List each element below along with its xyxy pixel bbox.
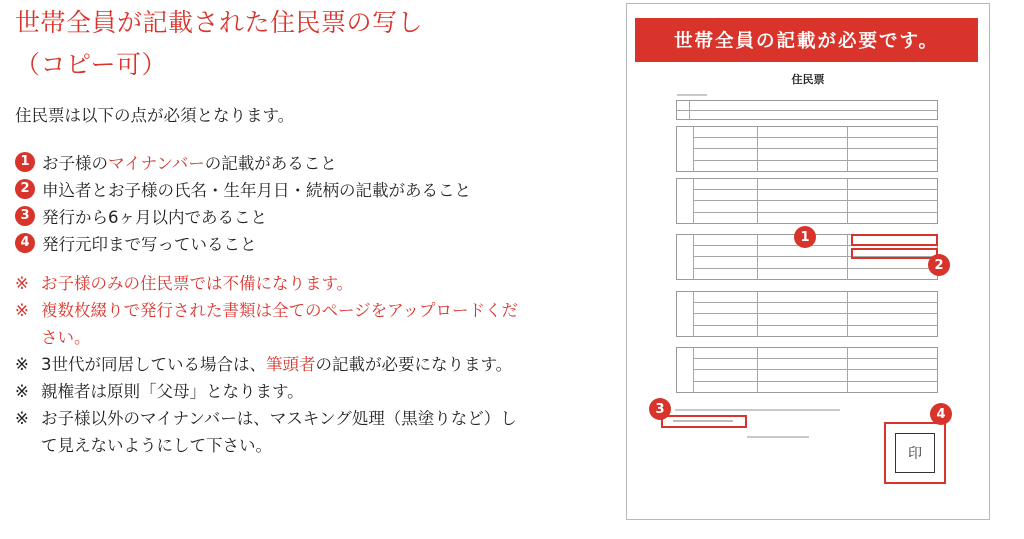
table-rule xyxy=(757,178,758,224)
requirement-pre: お子様の xyxy=(42,153,108,173)
note-mark: ※ xyxy=(15,301,29,320)
person-block xyxy=(676,178,938,224)
table-rule xyxy=(847,291,848,337)
number-4-icon: 4 xyxy=(15,233,35,253)
page-title xyxy=(15,2,575,86)
note-mark: ※ xyxy=(15,274,29,293)
notes-list xyxy=(15,270,575,459)
note-mark: ※ xyxy=(15,409,29,428)
requirement-item xyxy=(15,229,575,256)
table-rule xyxy=(693,313,938,314)
note-mark: ※ xyxy=(15,355,29,374)
table-rule xyxy=(757,347,758,393)
requirement-text: 発行から6ヶ月以内であること xyxy=(42,207,267,227)
note-text xyxy=(41,351,531,378)
requirement-text: 申込者とお子様の氏名・生年月日・続柄の記載があること xyxy=(42,180,471,200)
document-banner: 世帯全員の記載が必要です。 xyxy=(635,18,978,62)
note-text: 親権者は原則「父母」となります。 xyxy=(41,382,304,401)
requirement-text xyxy=(42,150,337,174)
note-highlight: 筆頭者 xyxy=(266,355,316,374)
badge-1-icon: 1 xyxy=(794,226,816,248)
table-rule xyxy=(757,234,758,280)
note-item xyxy=(15,405,575,459)
title-line-2: （コピー可） xyxy=(15,50,168,79)
number-2-icon: 2 xyxy=(15,179,35,199)
requirement-item xyxy=(15,175,575,202)
note-text: お子様のみの住民票では不備になります。 xyxy=(41,274,354,293)
intro-text: 住民票は以下の点が必須となります。 xyxy=(15,106,295,125)
table-rule xyxy=(847,126,848,172)
table-rule xyxy=(847,234,848,280)
badge-4-icon: 4 xyxy=(930,403,952,425)
note-mark: ※ xyxy=(15,382,29,401)
table-rule xyxy=(693,178,694,224)
table-rule xyxy=(693,212,938,213)
table-rule xyxy=(693,347,694,393)
header-text-line xyxy=(677,94,707,96)
seal-stamp: 印 xyxy=(895,433,935,473)
instructions-panel xyxy=(15,0,575,459)
table-rule xyxy=(693,160,938,161)
person-block xyxy=(676,291,938,337)
note-pre: 3世代が同居している場合は、 xyxy=(41,355,266,374)
badge-3-icon: 3 xyxy=(649,398,671,420)
note-item xyxy=(15,351,575,378)
table-rule xyxy=(676,110,938,111)
sample-resident-record xyxy=(626,3,990,520)
badge-2-icon: 2 xyxy=(928,254,950,276)
table-rule xyxy=(847,347,848,393)
table-rule xyxy=(757,126,758,172)
table-rule xyxy=(693,200,938,201)
note-text: 複数枚綴りで発行された書類は全てのページをアップロードください。 xyxy=(41,301,519,347)
requirement-highlight: マイナンバー xyxy=(108,153,205,173)
requirement-post: の記載があること xyxy=(204,153,337,173)
table-rule xyxy=(757,291,758,337)
table-rule xyxy=(693,189,938,190)
issue-date-line xyxy=(673,420,733,422)
document-title: 住民票 xyxy=(791,73,825,86)
table-rule xyxy=(693,268,938,269)
note-item xyxy=(15,297,575,351)
table-rule xyxy=(693,137,938,138)
requirements-list xyxy=(15,148,575,256)
person-block xyxy=(676,347,938,393)
title-line-1: 世帯全員が記載された住民票の写し xyxy=(15,8,424,37)
note-item xyxy=(15,270,575,297)
table-rule xyxy=(693,126,694,172)
number-3-icon: 3 xyxy=(15,206,35,226)
table-rule xyxy=(693,302,938,303)
table-rule xyxy=(693,369,938,370)
table-rule xyxy=(693,381,938,382)
table-rule xyxy=(693,234,694,280)
note-post: の記載が必要になります。 xyxy=(315,355,513,374)
requirement-text: 発行元印まで写っていること xyxy=(42,234,257,254)
requirement-item xyxy=(15,202,575,229)
table-rule xyxy=(693,325,938,326)
relationship-highlight xyxy=(851,248,938,259)
table-rule xyxy=(689,100,690,120)
certification-text-line xyxy=(675,409,840,411)
note-item xyxy=(15,378,575,405)
table-rule xyxy=(847,178,848,224)
note-text: お子様以外のマイナンバーは、マスキング処理（黒塗りなど）して見えないようにして下さい。 xyxy=(41,409,517,455)
person-block xyxy=(676,126,938,172)
table-rule xyxy=(693,148,938,149)
requirement-item xyxy=(15,148,575,175)
issuer-text-line xyxy=(747,436,809,438)
table-rule xyxy=(693,358,938,359)
table-rule xyxy=(693,291,694,337)
mynumber-highlight xyxy=(851,234,938,246)
number-1-icon: 1 xyxy=(15,152,35,172)
